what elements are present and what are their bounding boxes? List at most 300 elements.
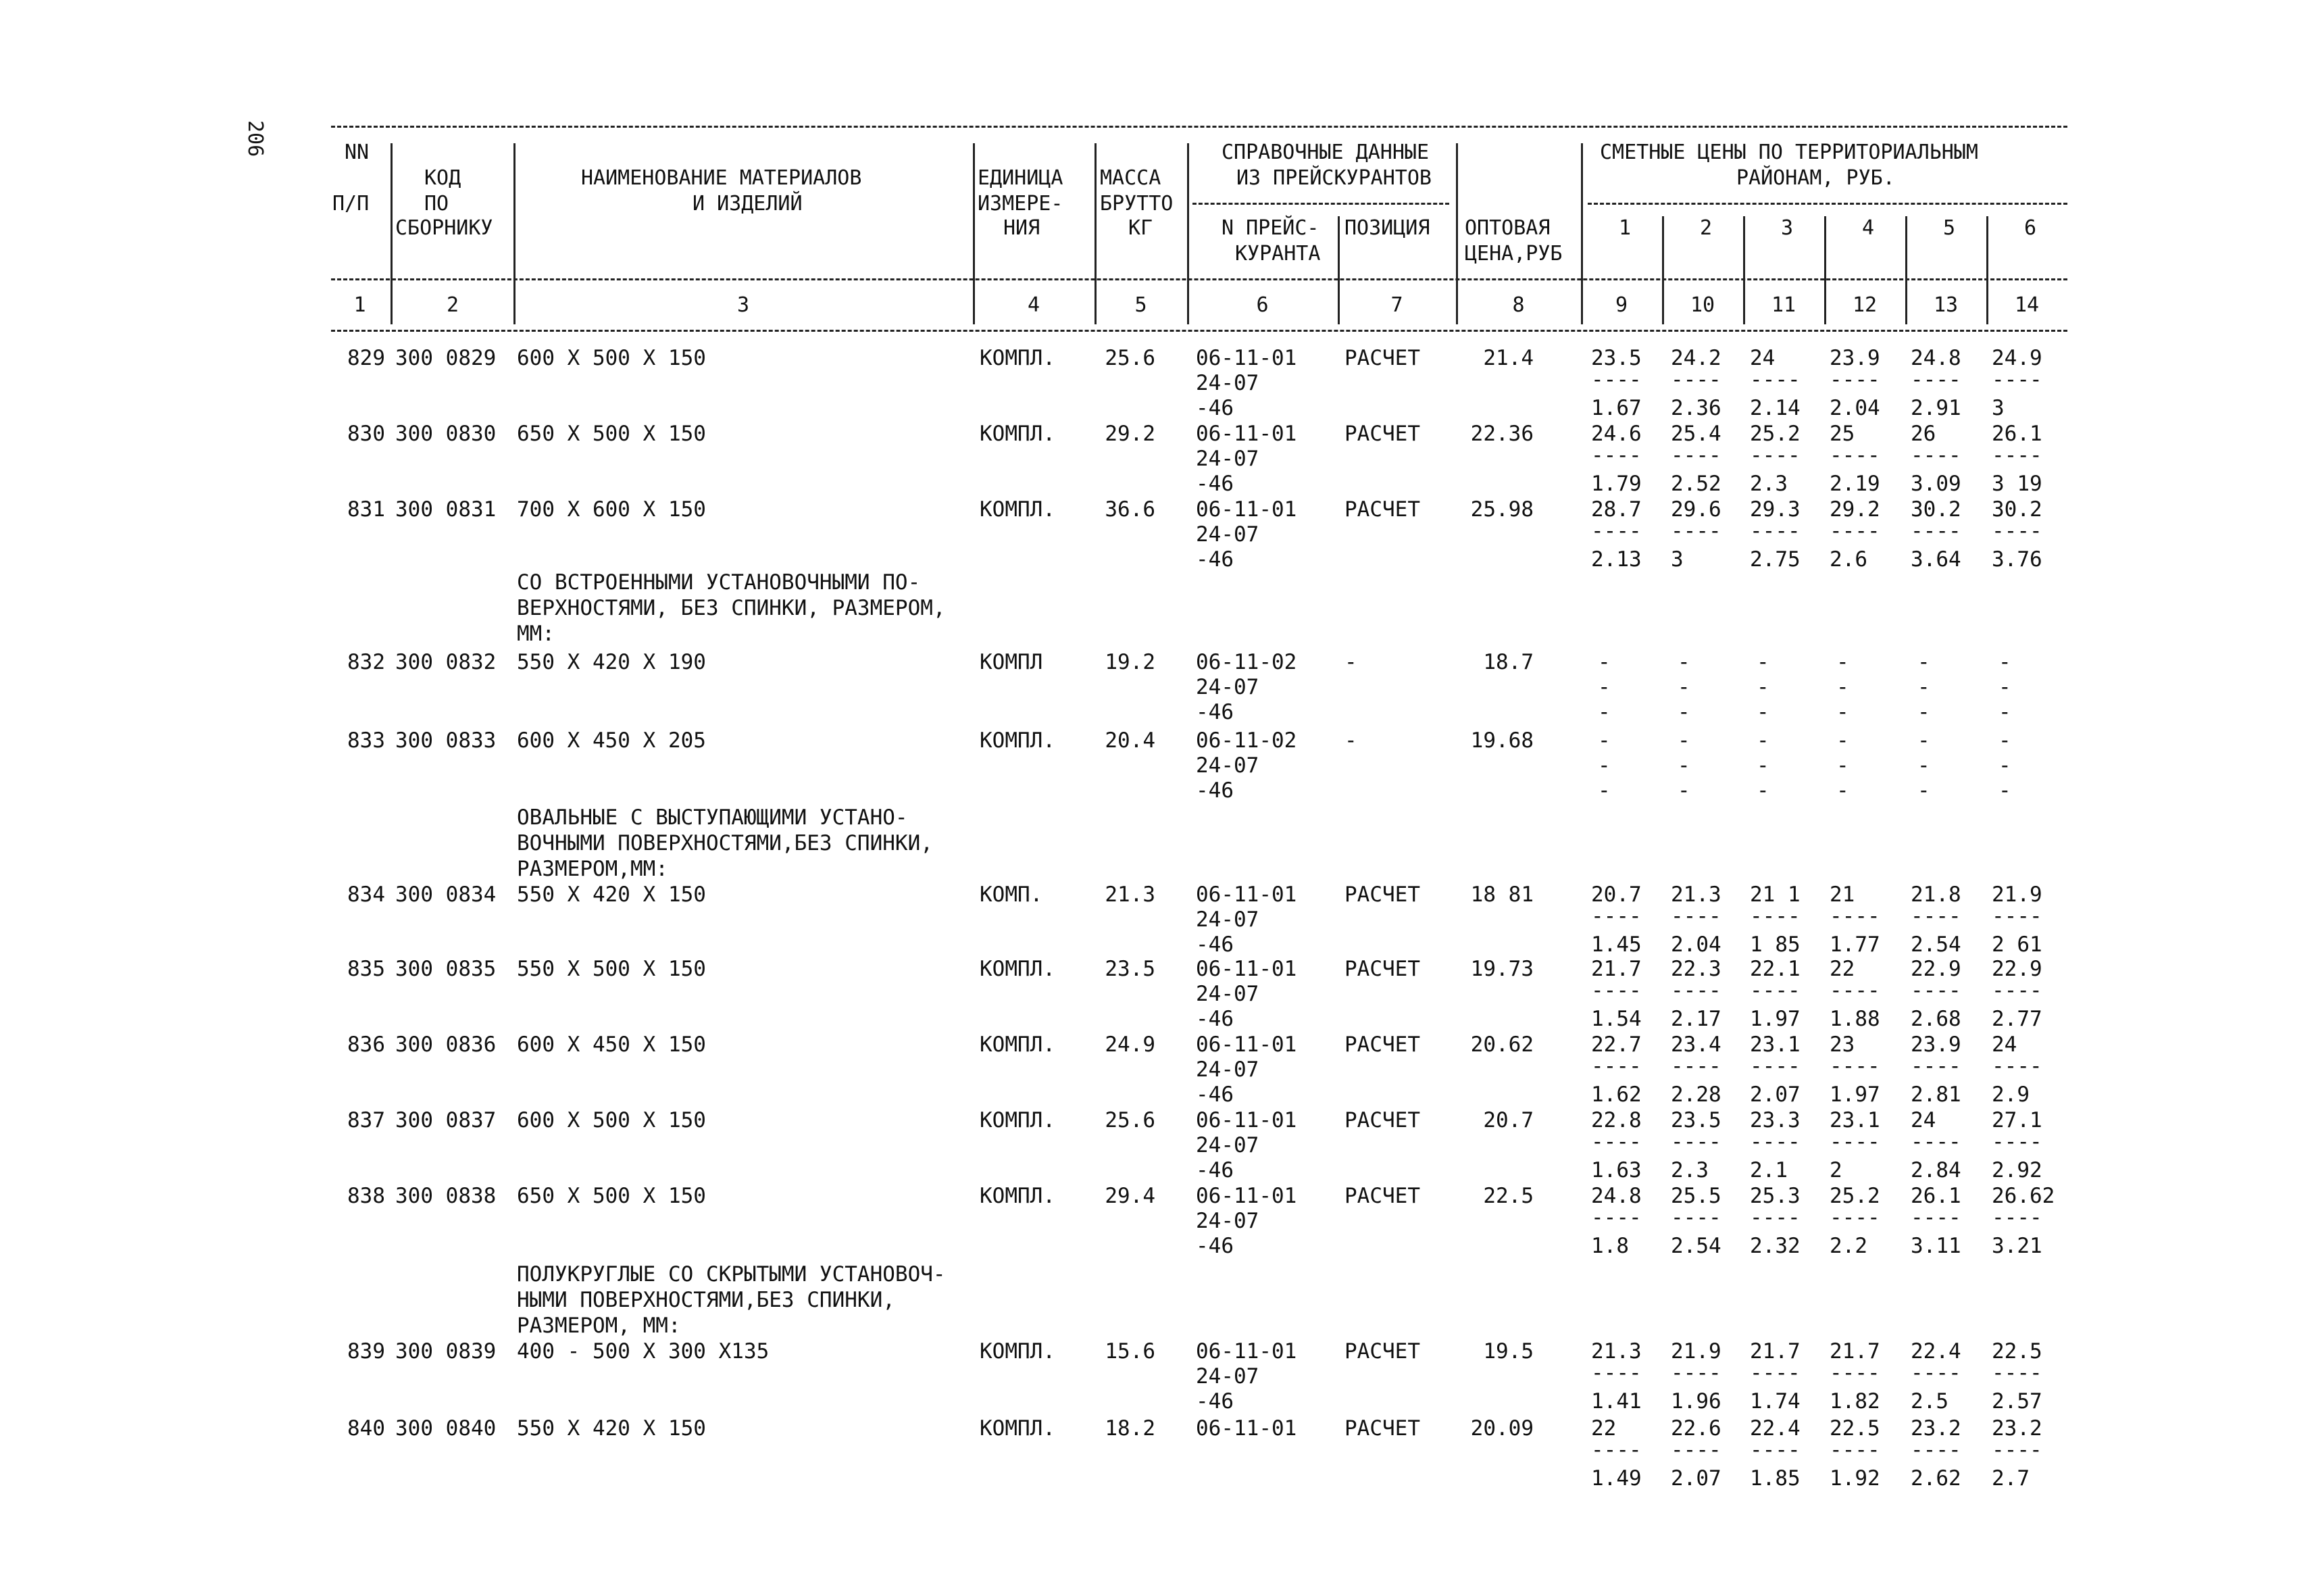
row-region-bottom: 2.17 — [1671, 1007, 1721, 1031]
header-mid-rule — [331, 278, 2067, 280]
fraction-line: ---- — [1992, 1361, 2042, 1385]
row-pricelist: 24-07 — [1196, 753, 1259, 778]
row-region-top: - — [1678, 650, 1690, 674]
header-code-3: СБОРНИКУ — [395, 216, 493, 240]
row-region-bottom: - — [1678, 700, 1690, 724]
row-number: 837 — [347, 1108, 385, 1132]
column-number: 13 — [1933, 293, 1959, 317]
row-region-top: - — [1917, 728, 1930, 753]
fraction-line: ---- — [1992, 1438, 2042, 1462]
row-code: 300 0837 — [395, 1108, 497, 1132]
row-unit: КОМПЛ. — [980, 346, 1055, 370]
row-position: РАСЧЕТ — [1344, 1339, 1420, 1364]
row-region-bottom: - — [1678, 778, 1690, 803]
row-pricelist: -46 — [1196, 1389, 1234, 1414]
row-unit: КОМПЛ. — [980, 1339, 1055, 1364]
row-number: 840 — [347, 1416, 385, 1441]
row-region-top: 24.6 — [1591, 422, 1642, 446]
column-number: 14 — [2014, 293, 2040, 317]
header-bottom-rule — [331, 330, 2067, 332]
fraction-line: ---- — [1671, 519, 1721, 543]
row-region-bottom: 2.04 — [1830, 396, 1880, 420]
row-wholesale: 19.68 — [1470, 728, 1534, 753]
row-region-bottom: 1.74 — [1750, 1389, 1801, 1414]
row-pricelist: 06-11-01 — [1196, 422, 1297, 446]
fraction-line: ---- — [1591, 1130, 1642, 1154]
row-region-top: 24.2 — [1671, 346, 1721, 370]
row-region-top: 23.3 — [1750, 1108, 1801, 1132]
row-pricelist: -46 — [1196, 1234, 1234, 1258]
row-region-bottom: 3 — [1671, 547, 1684, 572]
row-region-bottom: - — [1836, 700, 1849, 724]
row-region-bottom: 2.5 — [1911, 1389, 1948, 1414]
header-nn: NN — [345, 141, 370, 164]
header-code-2: ПО — [424, 192, 449, 216]
fraction-line: ---- — [1911, 1438, 1961, 1462]
row-region-mid: - — [1598, 753, 1611, 778]
region-number: 3 — [1780, 216, 1794, 240]
row-pricelist: 06-11-01 — [1196, 1108, 1297, 1132]
section-heading: ОВАЛЬНЫЕ С ВЫСТУПАЮЩИМИ УСТАНО- — [517, 805, 908, 830]
row-mass: 21.3 — [1105, 882, 1155, 907]
row-region-bottom: 1.96 — [1671, 1389, 1721, 1414]
section-heading: НЫМИ ПОВЕРХНОСТЯМИ,БЕЗ СПИНКИ, — [517, 1288, 895, 1312]
row-name: 600 X 500 X 150 — [517, 346, 706, 370]
column-number: 9 — [1615, 293, 1628, 317]
row-region-top: - — [1598, 650, 1611, 674]
row-pricelist: 06-11-01 — [1196, 346, 1297, 370]
fraction-line: ---- — [1750, 978, 1801, 1003]
row-region-bottom: 3 19 — [1992, 472, 2042, 496]
row-name: 550 X 420 X 150 — [517, 882, 706, 907]
region-number: 2 — [1699, 216, 1713, 240]
row-region-top: 21.8 — [1911, 882, 1961, 907]
header-ref-2: ИЗ ПРЕЙСКУРАНТОВ — [1236, 166, 1432, 190]
row-pricelist: 24-07 — [1196, 371, 1259, 395]
row-pricelist: 24-07 — [1196, 1133, 1259, 1157]
row-number: 830 — [347, 422, 385, 446]
fraction-line: ---- — [1750, 519, 1801, 543]
row-region-top: 23.2 — [1911, 1416, 1961, 1441]
row-region-bottom: - — [1917, 778, 1930, 803]
row-code: 300 0832 — [395, 650, 497, 674]
row-position: РАСЧЕТ — [1344, 1184, 1420, 1208]
row-region-top: 22.8 — [1591, 1108, 1642, 1132]
row-pricelist: 06-11-01 — [1196, 1032, 1297, 1057]
row-mass: 23.5 — [1105, 957, 1155, 981]
row-region-mid: - — [1836, 675, 1849, 699]
row-region-bottom: 1.97 — [1750, 1007, 1801, 1031]
row-pricelist: 06-11-01 — [1196, 497, 1297, 522]
column-number: 2 — [446, 293, 459, 317]
row-region-top: 30.2 — [1911, 497, 1961, 522]
row-region-bottom: 2.3 — [1750, 472, 1788, 496]
fraction-line: ---- — [1911, 904, 1961, 928]
fraction-line: ---- — [1911, 978, 1961, 1003]
fraction-line: ---- — [1830, 519, 1880, 543]
row-wholesale: 22.5 — [1483, 1184, 1534, 1208]
row-position: РАСЧЕТ — [1344, 882, 1420, 907]
header-mass-1: МАССА — [1100, 166, 1161, 190]
row-unit: КОМПЛ — [980, 650, 1043, 674]
column-number: 10 — [1690, 293, 1715, 317]
row-region-top: 22 — [1591, 1416, 1617, 1441]
row-number: 839 — [347, 1339, 385, 1364]
header-top-rule — [331, 126, 2067, 128]
row-region-bottom: 2.9 — [1992, 1082, 2030, 1107]
row-region-top: 22.1 — [1750, 957, 1801, 981]
row-pricelist: -46 — [1196, 778, 1234, 803]
page-number: 206 — [243, 120, 267, 157]
row-region-bottom: 1.97 — [1830, 1082, 1880, 1107]
row-pricelist: -46 — [1196, 932, 1234, 957]
row-region-bottom: 2.6 — [1830, 547, 1867, 572]
row-name: 650 X 500 X 150 — [517, 422, 706, 446]
header-unit-2: ИЗМЕРЕ- — [978, 192, 1063, 216]
row-region-bottom: 1.92 — [1830, 1466, 1880, 1491]
row-pricelist: 06-11-01 — [1196, 1339, 1297, 1364]
row-region-top: 21.7 — [1830, 1339, 1880, 1364]
fraction-line: ---- — [1830, 1054, 1880, 1078]
row-region-bottom: - — [1998, 778, 2011, 803]
row-region-top: - — [1836, 728, 1849, 753]
section-heading: ММ: — [517, 622, 555, 646]
fraction-line: ---- — [1830, 1438, 1880, 1462]
row-region-bottom: 2.2 — [1830, 1234, 1867, 1258]
row-number: 829 — [347, 346, 385, 370]
row-region-top: - — [1678, 728, 1690, 753]
row-region-bottom: - — [1757, 700, 1769, 724]
row-region-bottom: 2.57 — [1992, 1389, 2042, 1414]
row-number: 834 — [347, 882, 385, 907]
row-position: - — [1344, 650, 1357, 674]
row-position: РАСЧЕТ — [1344, 1032, 1420, 1057]
header-code-1: КОД — [424, 166, 461, 190]
row-region-bottom: 3.64 — [1911, 547, 1961, 572]
row-region-top: 24 — [1911, 1108, 1936, 1132]
section-heading: РАЗМЕРОМ, ММ: — [517, 1314, 681, 1338]
row-pricelist: -46 — [1196, 1158, 1234, 1182]
header-pp: П/П — [332, 192, 370, 216]
row-region-mid: - — [1678, 675, 1690, 699]
est-sub-rule — [1588, 203, 2067, 205]
column-number: 12 — [1852, 293, 1878, 317]
header-pricelist-1: N ПРЕЙС- — [1222, 216, 1319, 240]
row-region-top: 24.8 — [1911, 346, 1961, 370]
row-region-top: 25.2 — [1750, 422, 1801, 446]
row-region-bottom: - — [1598, 700, 1611, 724]
row-mass: 18.2 — [1105, 1416, 1155, 1441]
row-mass: 25.6 — [1105, 346, 1155, 370]
row-position: РАСЧЕТ — [1344, 1416, 1420, 1441]
row-region-top: 25 — [1830, 422, 1855, 446]
fraction-line: ---- — [1992, 1205, 2042, 1230]
row-region-bottom: 2.92 — [1992, 1158, 2042, 1182]
row-pricelist: 24-07 — [1196, 675, 1259, 699]
row-region-bottom: 2.07 — [1671, 1466, 1721, 1491]
row-code: 300 0838 — [395, 1184, 497, 1208]
row-name: 600 X 500 X 150 — [517, 1108, 706, 1132]
fraction-line: ---- — [1591, 519, 1642, 543]
row-position: РАСЧЕТ — [1344, 497, 1420, 522]
row-wholesale: 19.73 — [1470, 957, 1534, 981]
row-mass: 36.6 — [1105, 497, 1155, 522]
row-name: 650 X 500 X 150 — [517, 1184, 706, 1208]
row-region-top: 24 — [1992, 1032, 2017, 1057]
row-region-bottom: 2.75 — [1750, 547, 1801, 572]
row-region-mid: - — [1678, 753, 1690, 778]
fraction-line: ---- — [1671, 1438, 1721, 1462]
row-number: 838 — [347, 1184, 385, 1208]
row-region-top: 21.9 — [1671, 1339, 1721, 1364]
row-pricelist: -46 — [1196, 1007, 1234, 1031]
fraction-line: ---- — [1830, 1130, 1880, 1154]
fraction-line: ---- — [1830, 368, 1880, 392]
row-pricelist: -46 — [1196, 396, 1234, 420]
row-region-top: - — [1836, 650, 1849, 674]
row-region-bottom: 2.36 — [1671, 396, 1721, 420]
row-name: 550 X 420 X 190 — [517, 650, 706, 674]
fraction-line: ---- — [1830, 443, 1880, 468]
row-region-bottom: 1.62 — [1591, 1082, 1642, 1107]
row-number: 833 — [347, 728, 385, 753]
row-region-mid: - — [1757, 753, 1769, 778]
row-position: РАСЧЕТ — [1344, 346, 1420, 370]
row-code: 300 0829 — [395, 346, 497, 370]
row-pricelist: 24-07 — [1196, 522, 1259, 547]
row-pricelist: -46 — [1196, 472, 1234, 496]
row-region-top: 23.5 — [1591, 346, 1642, 370]
row-region-bottom: 1.82 — [1830, 1389, 1880, 1414]
row-mass: 25.6 — [1105, 1108, 1155, 1132]
row-region-top: 26.1 — [1911, 1184, 1961, 1208]
fraction-line: ---- — [1750, 368, 1801, 392]
fraction-line: ---- — [1830, 1361, 1880, 1385]
row-region-top: 29.2 — [1830, 497, 1880, 522]
row-mass: 24.9 — [1105, 1032, 1155, 1057]
row-region-top: 29.3 — [1750, 497, 1801, 522]
row-wholesale: 18.7 — [1483, 650, 1534, 674]
row-pricelist: 06-11-02 — [1196, 650, 1297, 674]
section-heading: СО ВСТРОЕННЫМИ УСТАНОВОЧНЫМИ ПО- — [517, 570, 921, 595]
row-region-bottom: 1.41 — [1591, 1389, 1642, 1414]
row-region-bottom: 2.81 — [1911, 1082, 1961, 1107]
row-region-top: 21.9 — [1992, 882, 2042, 907]
row-region-top: 25.3 — [1750, 1184, 1801, 1208]
row-wholesale: 20.09 — [1470, 1416, 1534, 1441]
section-heading: ВЕРХНОСТЯМИ, БЕЗ СПИНКИ, РАЗМЕРОМ, — [517, 596, 946, 620]
fraction-line: ---- — [1911, 1130, 1961, 1154]
region-number: 4 — [1861, 216, 1875, 240]
fraction-line: ---- — [1671, 1205, 1721, 1230]
row-region-top: 26.1 — [1992, 422, 2042, 446]
row-wholesale: 19.5 — [1483, 1339, 1534, 1364]
row-region-bottom: - — [1598, 778, 1611, 803]
fraction-line: ---- — [1750, 1054, 1801, 1078]
row-region-bottom: 1 85 — [1750, 932, 1801, 957]
row-pricelist: 06-11-02 — [1196, 728, 1297, 753]
row-region-top: 22.6 — [1671, 1416, 1721, 1441]
fraction-line: ---- — [1671, 1130, 1721, 1154]
row-unit: КОМПЛ. — [980, 497, 1055, 522]
row-region-top: 22.9 — [1911, 957, 1961, 981]
row-region-top: 23.9 — [1830, 346, 1880, 370]
row-region-top: 21.3 — [1591, 1339, 1642, 1364]
row-region-bottom: 3.21 — [1992, 1234, 2042, 1258]
row-code: 300 0830 — [395, 422, 497, 446]
row-region-bottom: 2.91 — [1911, 396, 1961, 420]
row-region-top: 23.1 — [1750, 1032, 1801, 1057]
header-pricelist-2: КУРАНТА — [1235, 242, 1321, 266]
row-region-bottom: - — [1757, 778, 1769, 803]
fraction-line: ---- — [1750, 1205, 1801, 1230]
row-code: 300 0839 — [395, 1339, 497, 1364]
row-region-top: 23.9 — [1911, 1032, 1961, 1057]
row-region-top: 24.9 — [1992, 346, 2042, 370]
row-code: 300 0834 — [395, 882, 497, 907]
row-region-bottom: 2.13 — [1591, 547, 1642, 572]
row-region-bottom: 2.3 — [1671, 1158, 1709, 1182]
row-region-mid: - — [1917, 675, 1930, 699]
fraction-line: ---- — [1671, 1054, 1721, 1078]
row-unit: КОМПЛ. — [980, 957, 1055, 981]
row-region-bottom: 3.11 — [1911, 1234, 1961, 1258]
row-region-top: 28.7 — [1591, 497, 1642, 522]
row-region-bottom: 2.32 — [1750, 1234, 1801, 1258]
row-region-top: 25.2 — [1830, 1184, 1880, 1208]
row-region-top: 21.7 — [1591, 957, 1642, 981]
row-region-bottom: 3 — [1992, 396, 2005, 420]
row-pricelist: 24-07 — [1196, 1364, 1259, 1389]
fraction-line: ---- — [1911, 1054, 1961, 1078]
row-region-bottom: 1.63 — [1591, 1158, 1642, 1182]
row-name: 550 X 500 X 150 — [517, 957, 706, 981]
row-region-bottom: 2.14 — [1750, 396, 1801, 420]
fraction-line: ---- — [1671, 1361, 1721, 1385]
fraction-line: ---- — [1591, 1205, 1642, 1230]
row-region-top: 23 — [1830, 1032, 1855, 1057]
row-region-mid: - — [1836, 753, 1849, 778]
fraction-line: ---- — [1591, 368, 1642, 392]
region-number: 1 — [1618, 216, 1632, 240]
row-region-top: 22.5 — [1992, 1339, 2042, 1364]
fraction-line: ---- — [1911, 1205, 1961, 1230]
ref-sub-rule — [1192, 203, 1449, 205]
row-region-top: 24 — [1750, 346, 1776, 370]
fraction-line: ---- — [1911, 1361, 1961, 1385]
row-region-top: 22.7 — [1591, 1032, 1642, 1057]
row-region-bottom: 2.52 — [1671, 472, 1721, 496]
header-mass-2: БРУТТО — [1100, 192, 1174, 216]
row-region-bottom: 1.77 — [1830, 932, 1880, 957]
row-region-bottom: 2.7 — [1992, 1466, 2030, 1491]
row-name: 550 X 420 X 150 — [517, 1416, 706, 1441]
row-wholesale: 25.98 — [1470, 497, 1534, 522]
row-region-top: 22.5 — [1830, 1416, 1880, 1441]
fraction-line: ---- — [1750, 904, 1801, 928]
row-region-top: 23.2 — [1992, 1416, 2042, 1441]
header-unit-1: ЕДИНИЦА — [978, 166, 1063, 190]
column-number: 8 — [1512, 293, 1525, 317]
row-region-bottom: 2.19 — [1830, 472, 1880, 496]
row-region-top: 21.3 — [1671, 882, 1721, 907]
row-region-top: - — [1598, 728, 1611, 753]
row-pricelist: -46 — [1196, 700, 1234, 724]
row-name: 700 X 600 X 150 — [517, 497, 706, 522]
fraction-line: ---- — [1830, 904, 1880, 928]
header-unit-3: НИЯ — [1003, 216, 1040, 240]
fraction-line: ---- — [1911, 519, 1961, 543]
row-region-mid: - — [1998, 753, 2011, 778]
header-wholesale-2: ЦЕНА,РУБ — [1465, 242, 1563, 266]
row-region-top: 21 — [1830, 882, 1855, 907]
section-heading: ВОЧНЫМИ ПОВЕРХНОСТЯМИ,БЕЗ СПИНКИ, — [517, 831, 933, 855]
fraction-line: ---- — [1830, 978, 1880, 1003]
fraction-line: ---- — [1591, 904, 1642, 928]
row-pricelist: 06-11-01 — [1196, 957, 1297, 981]
header-name-1: НАИМЕНОВАНИЕ МАТЕРИАЛОВ — [581, 166, 862, 190]
header-estimate-1: СМЕТНЫЕ ЦЕНЫ ПО ТЕРРИТОРИАЛЬНЫМ — [1600, 141, 1978, 164]
row-region-top: 22.3 — [1671, 957, 1721, 981]
row-region-bottom: - — [1917, 700, 1930, 724]
fraction-line: ---- — [1591, 1438, 1642, 1462]
row-position: РАСЧЕТ — [1344, 1108, 1420, 1132]
row-pricelist: 24-07 — [1196, 982, 1259, 1006]
row-name: 400 - 500 X 300 X135 — [517, 1339, 770, 1364]
row-number: 835 — [347, 957, 385, 981]
header-mass-3: КГ — [1128, 216, 1153, 240]
column-number: 11 — [1771, 293, 1796, 317]
column-number: 3 — [736, 293, 750, 317]
row-position: РАСЧЕТ — [1344, 422, 1420, 446]
row-code: 300 0831 — [395, 497, 497, 522]
row-unit: КОМПЛ. — [980, 1108, 1055, 1132]
row-unit: КОМПЛ. — [980, 728, 1055, 753]
row-region-bottom: - — [1836, 778, 1849, 803]
fraction-line: ---- — [1750, 1438, 1801, 1462]
row-region-top: 26.62 — [1992, 1184, 2055, 1208]
fraction-line: ---- — [1992, 368, 2042, 392]
fraction-line: ---- — [1591, 1361, 1642, 1385]
row-pricelist: 06-11-01 — [1196, 1416, 1297, 1441]
fraction-line: ---- — [1750, 1130, 1801, 1154]
region-number: 6 — [2023, 216, 2037, 240]
row-region-bottom: 1.85 — [1750, 1466, 1801, 1491]
fraction-line: ---- — [1591, 978, 1642, 1003]
column-number: 7 — [1390, 293, 1403, 317]
fraction-line: ---- — [1750, 443, 1801, 468]
row-region-mid: - — [1598, 675, 1611, 699]
row-pricelist: -46 — [1196, 547, 1234, 572]
section-heading: ПОЛУКРУГЛЫЕ СО СКРЫТЫМИ УСТАНОВОЧ- — [517, 1262, 946, 1287]
fraction-line: ---- — [1992, 904, 2042, 928]
fraction-line: ---- — [1911, 368, 1961, 392]
row-region-bottom: - — [1998, 700, 2011, 724]
row-region-top: - — [1998, 650, 2011, 674]
header-position: ПОЗИЦИЯ — [1344, 216, 1430, 240]
row-pricelist: 24-07 — [1196, 1209, 1259, 1233]
row-mass: 15.6 — [1105, 1339, 1155, 1364]
row-region-bottom: 1.45 — [1591, 932, 1642, 957]
row-unit: КОМПЛ. — [980, 1032, 1055, 1057]
row-region-bottom: 1.88 — [1830, 1007, 1880, 1031]
section-heading: РАЗМЕРОМ,ММ: — [517, 857, 668, 881]
fraction-line: ---- — [1671, 978, 1721, 1003]
row-region-top: 24.8 — [1591, 1184, 1642, 1208]
row-region-bottom: 2 61 — [1992, 932, 2042, 957]
fraction-line: ---- — [1750, 1361, 1801, 1385]
row-region-bottom: 2.84 — [1911, 1158, 1961, 1182]
